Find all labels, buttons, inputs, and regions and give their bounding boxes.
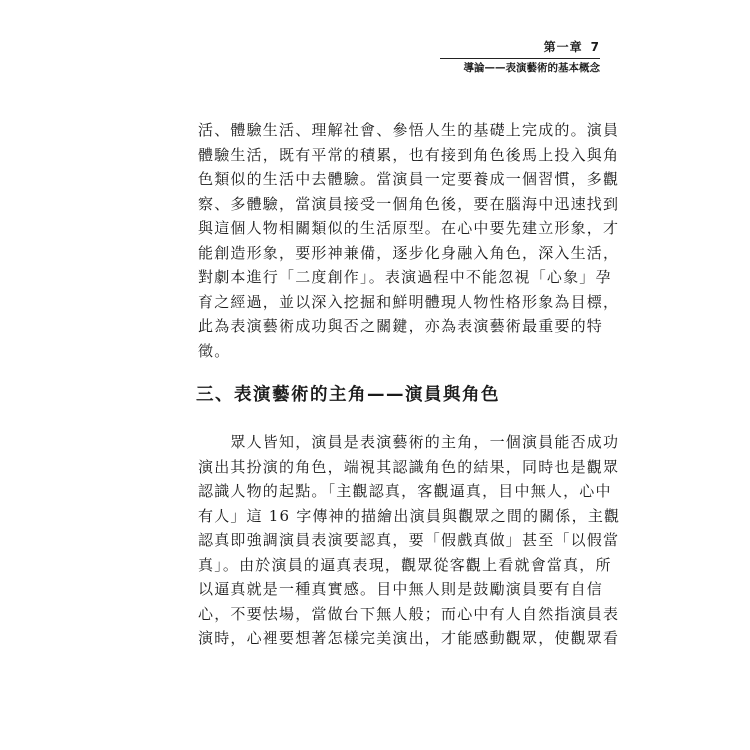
paragraph-line: 此為表演藝術成功與否之關鍵，亦為表演藝術最重要的特: [198, 317, 604, 335]
paragraph-line: 體驗生活，既有平常的積累，也有接到角色後馬上投入與角: [198, 145, 620, 164]
paragraph-line: 徵。: [198, 341, 231, 360]
header-rule: [440, 58, 600, 59]
paragraph-2: [198, 430, 621, 651]
paragraph-line: 眾人皆知，演員是表演藝術的主角，一個演員能否成功: [198, 433, 620, 451]
paragraph-line: 心，不要怯場，當做台下無人般；而心中有人自然指演員表: [198, 604, 620, 623]
paragraph-line: 能創造形象，要形神兼備，逐步化身融入角色，深入生活，: [198, 243, 620, 262]
paragraph-line: 真」。由於演員的逼真表現，觀眾從客觀上看就會當真，所: [198, 555, 612, 574]
paragraph-line: 演出其扮演的角色，端視其認識角色的結果，同時也是觀眾: [198, 457, 620, 476]
paragraph-line: 活、體驗生活、理解社會、參悟人生的基礎上完成的。演員: [198, 121, 620, 139]
paragraph-line: 有人」這 16 字傳神的描繪出演員與觀眾之間的關係，主觀: [198, 506, 621, 525]
running-head: [440, 38, 600, 75]
paragraph-line: 認真即強調演員表演要認真，要「假戲真做」甚至「以假當: [198, 531, 620, 549]
paragraph-line: 以逼真就是一種真實感。目中無人則是鼓勵演員要有自信: [198, 580, 604, 598]
page-number: 7: [590, 40, 600, 54]
paragraph-line: 認識人物的起點。「主觀認真，客觀逼真，目中無人，心中: [198, 482, 612, 500]
paragraph-line: 育之經過，並以深入挖掘和鮮明體現人物性格形象為目標，: [198, 292, 620, 311]
paragraph-line: 對劇本進行「二度創作」。表演過程中不能忽視「心象」孕: [198, 268, 612, 286]
paragraph-line: 與這個人物相關類似的生活原型。在心中要先建立形象，才: [198, 219, 620, 237]
paragraph-line: 色類似的生活中去體驗。當演員一定要養成一個習慣，多觀: [198, 170, 620, 188]
section-heading: 三、表演藝術的主角——演員與角色: [196, 385, 500, 405]
chapter-label: 第一章: [543, 40, 583, 54]
section-running-title: 導論——表演藝術的基本概念: [463, 62, 600, 74]
paragraph-line: 察、多體驗，當演員接受一個角色後，要在腦海中迅速找到: [198, 194, 620, 213]
chapter-line: [440, 38, 600, 56]
paragraph-1: [198, 118, 620, 363]
paragraph-line: 演時，心裡要想著怎樣完美演出，才能感動觀眾，使觀眾看: [198, 629, 620, 647]
